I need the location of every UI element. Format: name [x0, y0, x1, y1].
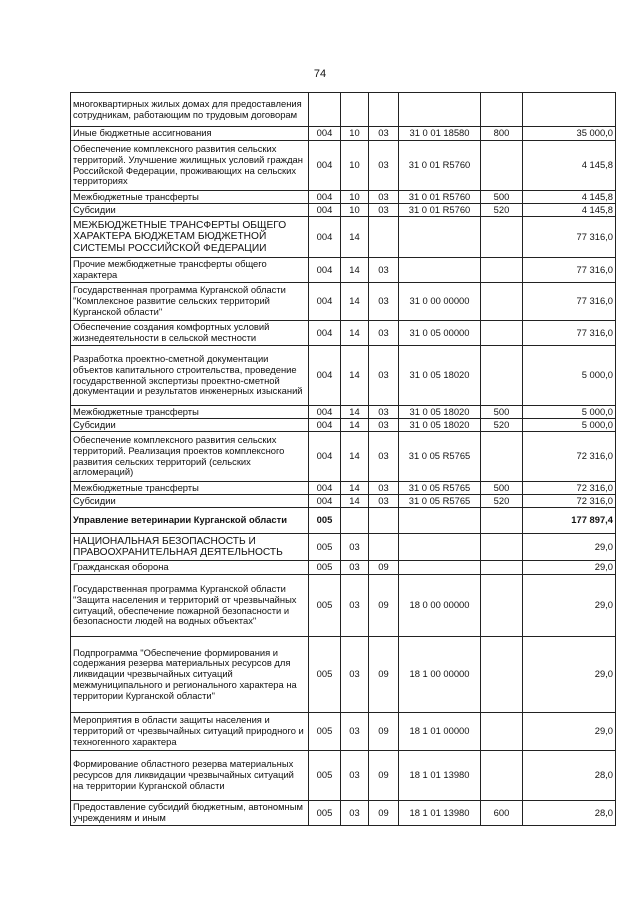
- section-code-cell: 14: [341, 217, 369, 258]
- amount-cell: 77 316,0: [523, 321, 616, 346]
- amount-cell: 4 145,8: [523, 191, 616, 204]
- expense-type-cell: 500: [481, 482, 523, 495]
- amount-cell: 35 000,0: [523, 127, 616, 141]
- amount-cell: 177 897,4: [523, 508, 616, 534]
- amount-cell: [523, 93, 616, 127]
- admin-code-cell: 005: [309, 508, 341, 534]
- subsection-code-cell: 03: [369, 283, 399, 321]
- row-name-cell: НАЦИОНАЛЬНАЯ БЕЗОПАСНОСТЬ И ПРАВООХРАНИТЕЛЬНАЯ ДЕЯТЕЛЬНОСТЬ: [71, 534, 309, 561]
- subsection-code-cell: [369, 534, 399, 561]
- target-article-cell: 31 0 01 R5760: [399, 191, 481, 204]
- admin-code-cell: 004: [309, 217, 341, 258]
- table-row: [71, 127, 616, 141]
- expense-type-cell: 500: [481, 191, 523, 204]
- admin-code-cell: 005: [309, 801, 341, 826]
- row-name-cell: Межбюджетные трансферты: [71, 191, 309, 204]
- row-name-cell: Разработка проектно-сметной документации объектов капитального строительства, проведение государственной экспертизы проектно-сметной документации и результатов инженерных изысканий: [71, 346, 309, 406]
- admin-code-cell: 005: [309, 561, 341, 575]
- target-article-cell: 18 1 01 13980: [399, 751, 481, 801]
- expense-type-cell: 600: [481, 801, 523, 826]
- subsection-code-cell: 03: [369, 419, 399, 432]
- expense-type-cell: [481, 534, 523, 561]
- admin-code-cell: 005: [309, 751, 341, 801]
- table-row: [71, 801, 616, 826]
- row-name-cell: Государственная программа Курганской области "Комплексное развитие сельских территорий Курганской области": [71, 283, 309, 321]
- target-article-cell: 31 0 05 R5765: [399, 482, 481, 495]
- table-row: [71, 534, 616, 561]
- subsection-code-cell: [369, 508, 399, 534]
- table-row: [71, 637, 616, 713]
- section-code-cell: 14: [341, 283, 369, 321]
- table-row: [71, 575, 616, 637]
- amount-cell: 4 145,8: [523, 141, 616, 191]
- amount-cell: 77 316,0: [523, 258, 616, 283]
- expense-type-cell: [481, 575, 523, 637]
- subsection-code-cell: 09: [369, 713, 399, 751]
- row-name-cell: Мероприятия в области защиты населения и территорий от чрезвычайных ситуаций природного и техногенного характера: [71, 713, 309, 751]
- section-code-cell: 03: [341, 561, 369, 575]
- subsection-code-cell: 03: [369, 191, 399, 204]
- subsection-code-cell: 03: [369, 141, 399, 191]
- row-name-cell: Субсидии: [71, 495, 309, 508]
- target-article-cell: [399, 258, 481, 283]
- target-article-cell: 31 0 05 18020: [399, 419, 481, 432]
- target-article-cell: 31 0 05 00000: [399, 321, 481, 346]
- row-name-cell: Обеспечение комплексного развития сельских территорий. Реализация проектов комплексного развития сельских территорий (сельских агломераций): [71, 432, 309, 482]
- row-name-cell: Предоставление субсидий бюджетным, автономным учреждениям и иным: [71, 801, 309, 826]
- admin-code-cell: 004: [309, 204, 341, 217]
- subsection-code-cell: 03: [369, 258, 399, 283]
- admin-code-cell: 004: [309, 346, 341, 406]
- admin-code-cell: 004: [309, 321, 341, 346]
- amount-cell: 28,0: [523, 751, 616, 801]
- row-name-cell: Гражданская оборона: [71, 561, 309, 575]
- row-name-cell: Государственная программа Курганской области "Защита населения и территорий от чрезвычайных ситуаций, обеспечение пожарной безопасности и безопасности людей на водных объектах": [71, 575, 309, 637]
- section-code-cell: 14: [341, 432, 369, 482]
- target-article-cell: [399, 534, 481, 561]
- table-row: [71, 191, 616, 204]
- expense-type-cell: [481, 508, 523, 534]
- table-row: [71, 406, 616, 419]
- target-article-cell: 31 0 01 R5760: [399, 204, 481, 217]
- table-row: [71, 283, 616, 321]
- subsection-code-cell: [369, 217, 399, 258]
- expense-type-cell: [481, 93, 523, 127]
- section-code-cell: 14: [341, 419, 369, 432]
- subsection-code-cell: 09: [369, 575, 399, 637]
- row-name-cell: Прочие межбюджетные трансферты общего характера: [71, 258, 309, 283]
- subsection-code-cell: 03: [369, 482, 399, 495]
- amount-cell: 4 145,8: [523, 204, 616, 217]
- amount-cell: 29,0: [523, 637, 616, 713]
- subsection-code-cell: 09: [369, 637, 399, 713]
- admin-code-cell: [309, 93, 341, 127]
- table-row: [71, 346, 616, 406]
- amount-cell: 5 000,0: [523, 419, 616, 432]
- row-name-cell: Обеспечение комплексного развития сельских территорий. Улучшение жилищных условий граждан Российской Федерации, проживающих на сельских территориях: [71, 141, 309, 191]
- subsection-code-cell: 03: [369, 321, 399, 346]
- admin-code-cell: 004: [309, 191, 341, 204]
- row-name-cell: Субсидии: [71, 204, 309, 217]
- table-row: [71, 321, 616, 346]
- target-article-cell: 31 0 05 18020: [399, 346, 481, 406]
- admin-code-cell: 004: [309, 406, 341, 419]
- amount-cell: 29,0: [523, 561, 616, 575]
- amount-cell: 29,0: [523, 534, 616, 561]
- table-row: [71, 217, 616, 258]
- expense-type-cell: [481, 321, 523, 346]
- admin-code-cell: 004: [309, 141, 341, 191]
- expense-type-cell: 520: [481, 495, 523, 508]
- subsection-code-cell: 09: [369, 751, 399, 801]
- subsection-code-cell: 03: [369, 127, 399, 141]
- table-row: [71, 713, 616, 751]
- table-row: [71, 508, 616, 534]
- expense-type-cell: [481, 561, 523, 575]
- target-article-cell: [399, 561, 481, 575]
- target-article-cell: 31 0 05 R5765: [399, 495, 481, 508]
- row-name-cell: Субсидии: [71, 419, 309, 432]
- budget-table: [70, 92, 616, 826]
- section-code-cell: 10: [341, 127, 369, 141]
- section-code-cell: 03: [341, 713, 369, 751]
- table-row: [71, 93, 616, 127]
- admin-code-cell: 005: [309, 637, 341, 713]
- target-article-cell: 31 0 01 R5760: [399, 141, 481, 191]
- expense-type-cell: 520: [481, 204, 523, 217]
- expense-type-cell: [481, 713, 523, 751]
- target-article-cell: 31 0 01 18580: [399, 127, 481, 141]
- subsection-code-cell: 09: [369, 561, 399, 575]
- section-code-cell: [341, 508, 369, 534]
- amount-cell: 77 316,0: [523, 283, 616, 321]
- row-name-cell: МЕЖБЮДЖЕТНЫЕ ТРАНСФЕРТЫ ОБЩЕГО ХАРАКТЕРА БЮДЖЕТАМ БЮДЖЕТНОЙ СИСТЕМЫ РОССИЙСКОЙ ФЕДЕРАЦИИ: [71, 217, 309, 258]
- admin-code-cell: 005: [309, 575, 341, 637]
- row-name-cell: Обеспечение создания комфортных условий жизнедеятельности в сельской местности: [71, 321, 309, 346]
- expense-type-cell: [481, 217, 523, 258]
- target-article-cell: 18 1 01 13980: [399, 801, 481, 826]
- admin-code-cell: 004: [309, 127, 341, 141]
- target-article-cell: [399, 93, 481, 127]
- amount-cell: 29,0: [523, 713, 616, 751]
- table-row: [71, 495, 616, 508]
- section-code-cell: 14: [341, 346, 369, 406]
- page-number: 74: [313, 68, 327, 80]
- admin-code-cell: 004: [309, 283, 341, 321]
- section-code-cell: 14: [341, 406, 369, 419]
- subsection-code-cell: 03: [369, 346, 399, 406]
- target-article-cell: [399, 217, 481, 258]
- section-code-cell: 03: [341, 801, 369, 826]
- expense-type-cell: 500: [481, 406, 523, 419]
- target-article-cell: 18 1 00 00000: [399, 637, 481, 713]
- row-name-cell: Подпрограмма "Обеспечение формирования и содержания резерва материальных ресурсов для ликвидации чрезвычайных ситуаций межмуниципального и регионального характера на территории Курганской области": [71, 637, 309, 713]
- amount-cell: 29,0: [523, 575, 616, 637]
- amount-cell: 28,0: [523, 801, 616, 826]
- admin-code-cell: 004: [309, 482, 341, 495]
- subsection-code-cell: 03: [369, 495, 399, 508]
- target-article-cell: 31 0 00 00000: [399, 283, 481, 321]
- section-code-cell: 03: [341, 637, 369, 713]
- expense-type-cell: 800: [481, 127, 523, 141]
- section-code-cell: 03: [341, 751, 369, 801]
- section-code-cell: 14: [341, 495, 369, 508]
- table-row: [71, 482, 616, 495]
- table-row: [71, 432, 616, 482]
- table-row: [71, 204, 616, 217]
- expense-type-cell: [481, 283, 523, 321]
- row-name-cell: многоквартирных жилых домах для предоставления сотрудникам, работающим по трудовым договорам: [71, 93, 309, 127]
- subsection-code-cell: 03: [369, 406, 399, 419]
- amount-cell: 5 000,0: [523, 406, 616, 419]
- section-code-cell: 14: [341, 482, 369, 495]
- section-code-cell: [341, 93, 369, 127]
- expense-type-cell: [481, 141, 523, 191]
- row-name-cell: Управление ветеринарии Курганской области: [71, 508, 309, 534]
- target-article-cell: 31 0 05 R5765: [399, 432, 481, 482]
- expense-type-cell: [481, 258, 523, 283]
- section-code-cell: 10: [341, 141, 369, 191]
- section-code-cell: 10: [341, 191, 369, 204]
- target-article-cell: 31 0 05 18020: [399, 406, 481, 419]
- admin-code-cell: 004: [309, 495, 341, 508]
- table-row: [71, 561, 616, 575]
- section-code-cell: 14: [341, 321, 369, 346]
- expense-type-cell: [481, 346, 523, 406]
- section-code-cell: 10: [341, 204, 369, 217]
- row-name-cell: Иные бюджетные ассигнования: [71, 127, 309, 141]
- admin-code-cell: 004: [309, 432, 341, 482]
- section-code-cell: 03: [341, 575, 369, 637]
- expense-type-cell: [481, 432, 523, 482]
- row-name-cell: Межбюджетные трансферты: [71, 482, 309, 495]
- amount-cell: 5 000,0: [523, 346, 616, 406]
- target-article-cell: 18 1 01 00000: [399, 713, 481, 751]
- expense-type-cell: [481, 751, 523, 801]
- row-name-cell: Межбюджетные трансферты: [71, 406, 309, 419]
- amount-cell: 72 316,0: [523, 482, 616, 495]
- table-row: [71, 751, 616, 801]
- expense-type-cell: [481, 637, 523, 713]
- section-code-cell: 03: [341, 534, 369, 561]
- amount-cell: 77 316,0: [523, 217, 616, 258]
- table-row: [71, 258, 616, 283]
- table-row: [71, 419, 616, 432]
- target-article-cell: 18 0 00 00000: [399, 575, 481, 637]
- admin-code-cell: 004: [309, 258, 341, 283]
- row-name-cell: Формирование областного резерва материальных ресурсов для ликвидации чрезвычайных ситуаций на территории Курганской области: [71, 751, 309, 801]
- table-row: [71, 141, 616, 191]
- expense-type-cell: 520: [481, 419, 523, 432]
- admin-code-cell: 005: [309, 713, 341, 751]
- section-code-cell: 14: [341, 258, 369, 283]
- subsection-code-cell: 03: [369, 204, 399, 217]
- subsection-code-cell: 03: [369, 432, 399, 482]
- subsection-code-cell: 09: [369, 801, 399, 826]
- admin-code-cell: 005: [309, 534, 341, 561]
- target-article-cell: [399, 508, 481, 534]
- amount-cell: 72 316,0: [523, 432, 616, 482]
- admin-code-cell: 004: [309, 419, 341, 432]
- amount-cell: 72 316,0: [523, 495, 616, 508]
- subsection-code-cell: [369, 93, 399, 127]
